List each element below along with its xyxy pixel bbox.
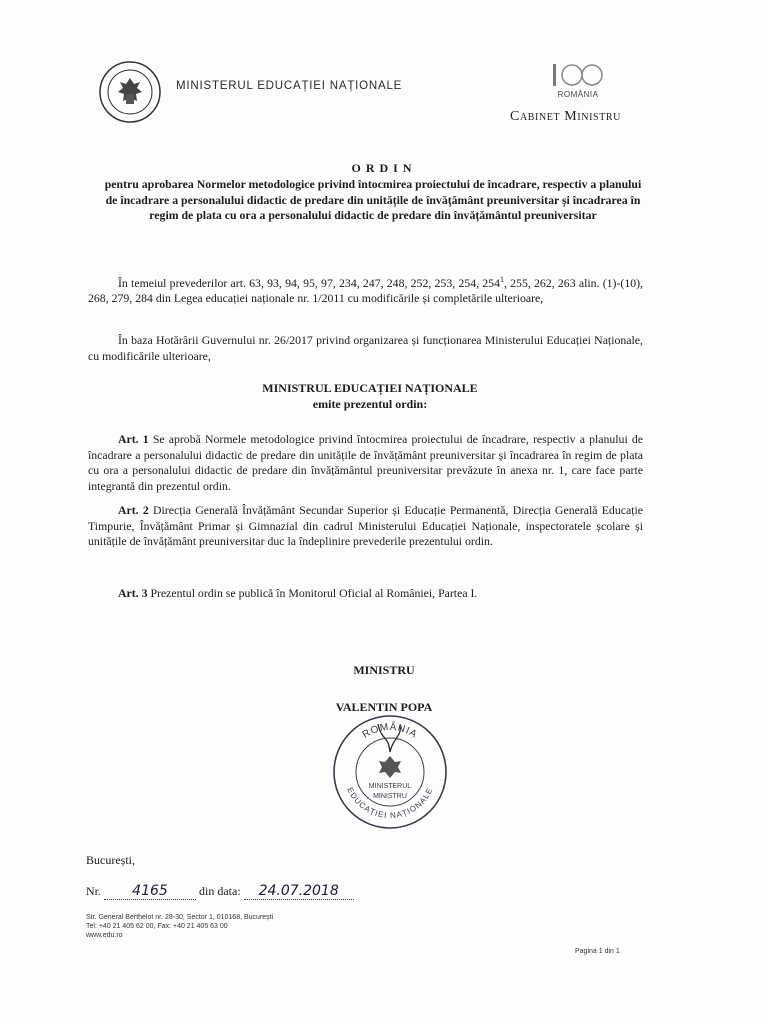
article-3-text: Prezentul ordin se publică în Monitorul Oficial al României, Partea I.: [150, 586, 478, 600]
article-3-label: Art. 3: [118, 586, 148, 600]
article-1-text: Se aprobă Normele metodologice privind întocmirea proiectului de încadrare, respectiv a planului de încadrare a personalului didactic de predare din unitățile de învățământ preuniversitar și încadrarea în regim de plata cu ora a personalului didactic de predare din învățământul preuniversitar prevăzute în anexa nr. 1, care face parte integrantă din prezentul ordin.: [88, 432, 643, 493]
signatory-title: MINISTRU: [353, 663, 415, 677]
article-2-label: Art. 2: [118, 503, 149, 517]
article-2: [88, 503, 643, 550]
cabinet-label: Cabinet Ministru: [510, 109, 621, 124]
preamble-1-superscript: 1: [499, 275, 504, 284]
stamp-mid-text: MINISTERUL: [368, 783, 412, 790]
official-stamp: [330, 712, 450, 832]
footer-phone: Tel: +40 21 405 62 00, Fax: +40 21 405 63 00: [86, 923, 228, 930]
preamble-paragraph-2: În baza Hotărârii Guvernului nr. 26/2017 privind organizarea și funcționarea Ministerului Educației Naționale, cu modificările ulterioare,: [88, 333, 643, 363]
issuer-line-2: emite prezentul ordin:: [312, 397, 428, 411]
preamble-paragraph-1: [88, 272, 643, 307]
stamp-center-text: MINISTRU: [373, 793, 407, 800]
footer-contact: [86, 913, 273, 940]
registration-line: [86, 883, 354, 900]
preamble-1-text-continued: , 255, 262, 263 alin. (1)-(10), 268, 279, 284 din Legea educației naționale nr. 1/2011 cu modificările și completările ulterioare,: [88, 275, 643, 306]
place-of-issue: București,: [86, 853, 135, 867]
ministry-name: MINISTERUL EDUCAȚIEI NAȚIONALE: [176, 80, 403, 92]
registration-date-label: din data:: [199, 884, 241, 898]
stamp-top-text: ROMÂNIA: [360, 721, 420, 741]
document-title: ORDIN: [351, 161, 417, 175]
article-1-label: Art. 1: [118, 432, 149, 446]
issuer-line-1: MINISTRUL EDUCAȚIEI NAȚIONALE: [262, 381, 478, 395]
page-number: Pagina 1 din 1: [575, 948, 620, 955]
government-seal-logo: [98, 60, 162, 124]
article-3: [88, 586, 643, 602]
stamp-bottom-text: EDUCAȚIEI NAȚIONALE: [345, 786, 435, 821]
article-2-text: Direcția Generală Învățământ Secundar Superior și Educație Permanentă, Direcția Generală Educație Timpurie, Învățământ Primar și Gimnazial din cadrul Ministerului Educației Naționale, inspectoratele școlare și unitățile de învățământ preuniversitar duc la îndeplinire prevederile prezentului ordin.: [88, 503, 643, 548]
footer-address: Str. General Berthelot nr. 28-30, Sector 1, 010168, București: [86, 914, 274, 921]
svg-text:EDUCAȚIEI NAȚIONALE: [345, 786, 434, 820]
registration-number-value: 4165: [104, 883, 196, 900]
preamble-1-text: În temeiul prevederilor art. 63, 93, 94, 95, 97, 234, 247, 248, 252, 253, 254, 254: [118, 275, 500, 290]
registration-date-value: 24.07.2018: [244, 883, 354, 900]
document-subtitle: pentru aprobarea Normelor metodologice privind întocmirea proiectului de încadrare, respectiv a planului de încadrare a personalului didactic de predare din unitățile de învățământ preuniversitar și încadrarea în regim de plata cu ora a personalului didactic de predare din învățământul preuniversitar: [104, 177, 642, 222]
centenary-label: ROMÂNIA: [557, 90, 599, 99]
signatory-name: VALENTIN POPA: [335, 700, 433, 714]
registration-number-label: Nr.: [86, 884, 101, 898]
footer-website: www.edu.ro: [86, 932, 123, 939]
article-1: [88, 432, 643, 494]
